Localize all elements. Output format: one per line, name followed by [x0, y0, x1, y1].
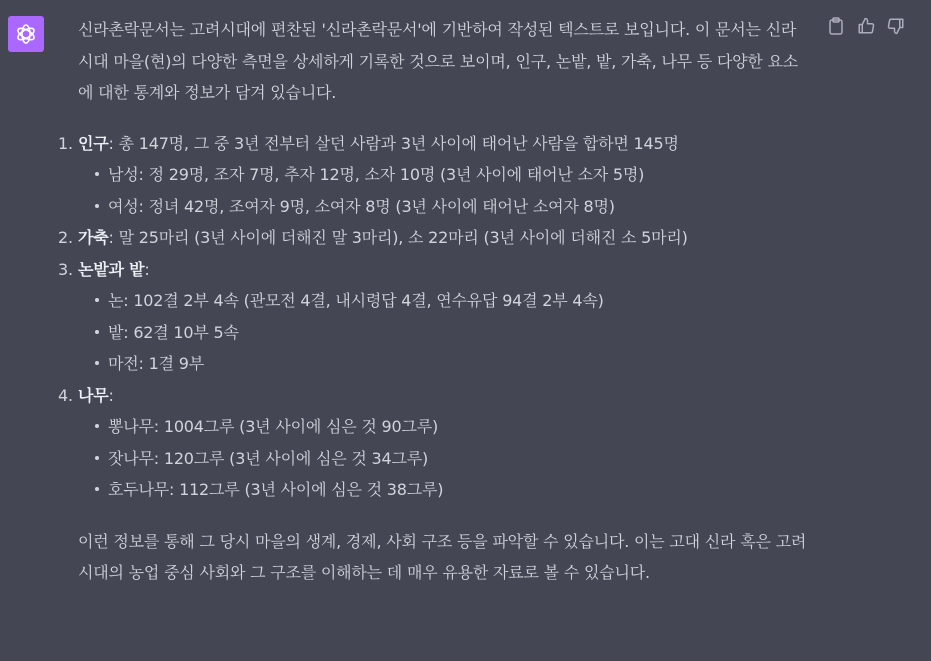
- clipboard-icon: [828, 17, 844, 35]
- sub-list: [78, 411, 808, 506]
- thumbs-down-button[interactable]: [886, 16, 906, 36]
- list-number: 1.: [58, 133, 73, 153]
- sub-list-item: 논: 102결 2부 4속 (관모전 4결, 내시령답 4결, 연수유답 94결 2부 4속): [92, 285, 808, 317]
- sub-list-item: 여성: 정녀 42명, 조여자 9명, 소여자 8명 (3년 사이에 태어난 소여자 8명): [92, 191, 808, 223]
- intro-paragraph: 신라촌락문서는 고려시대에 편찬된 '신라촌락문서'에 기반하여 작성된 텍스트로 보입니다. 이 문서는 신라시대 마을(현)의 다양한 측면을 상세하게 기록한 것으로 보이며, 인구, 논밭, 밭, 가축, 나무 등 다양한 요소에 대한 통계와 정보가 담겨 있습니다.: [78, 20, 799, 102]
- list-number: 3.: [58, 259, 73, 279]
- list-item: [58, 254, 808, 380]
- item-text: : 말 25마리 (3년 사이에 더해진 말 3마리), 소 22마리 (3년 사이에 더해진 소 5마리): [108, 228, 688, 247]
- thumbs-down-icon: [887, 17, 905, 35]
- sub-list-item: 마전: 1결 9부: [92, 348, 808, 380]
- item-title: 가축: [78, 228, 109, 247]
- sub-list-item: 남성: 정 29명, 조자 7명, 추자 12명, 소자 10명 (3년 사이에 태어난 소자 5명): [92, 159, 808, 191]
- list-item: [58, 380, 808, 506]
- assistant-message: [58, 14, 808, 589]
- item-text: :: [144, 259, 150, 279]
- item-title: 인구: [78, 133, 109, 153]
- sub-list-item: 잣나무: 120그루 (3년 사이에 심은 것 34그루): [92, 443, 808, 475]
- message-actions: [826, 16, 906, 36]
- closing-paragraph: 이런 정보를 통해 그 당시 마을의 생계, 경제, 사회 구조 등을 파악할 수 있습니다. 이는 고대 신라 혹은 고려시대의 농업 중심 사회와 그 구조를 이해하는 데 매우 유용한 자료로 볼 수 있습니다.: [78, 531, 807, 582]
- item-text: : 총 147명, 그 중 3년 전부터 살던 사람과 3년 사이에 태어난 사람을 합하면 145명: [108, 133, 679, 153]
- list-item: [58, 222, 808, 254]
- sub-list: [78, 159, 808, 222]
- list-number: 2.: [58, 228, 73, 247]
- assistant-avatar: [8, 16, 44, 52]
- openai-logo-icon: [14, 22, 38, 46]
- item-title: 논밭과 밭: [78, 259, 145, 279]
- sub-list-item: 호두나무: 112그루 (3년 사이에 심은 것 38그루): [92, 474, 808, 506]
- sub-list-item: 밭: 62결 10부 5속: [92, 317, 808, 349]
- list-item: [58, 128, 808, 223]
- thumbs-up-icon: [857, 17, 875, 35]
- sub-list-item: 뽕나무: 1004그루 (3년 사이에 심은 것 90그루): [92, 411, 808, 443]
- thumbs-up-button[interactable]: [856, 16, 876, 36]
- item-title: 나무: [78, 385, 109, 405]
- sub-list: [78, 285, 808, 380]
- copy-button[interactable]: [826, 16, 846, 36]
- stats-list: [58, 128, 808, 506]
- list-number: 4.: [58, 385, 73, 405]
- item-text: :: [108, 385, 114, 405]
